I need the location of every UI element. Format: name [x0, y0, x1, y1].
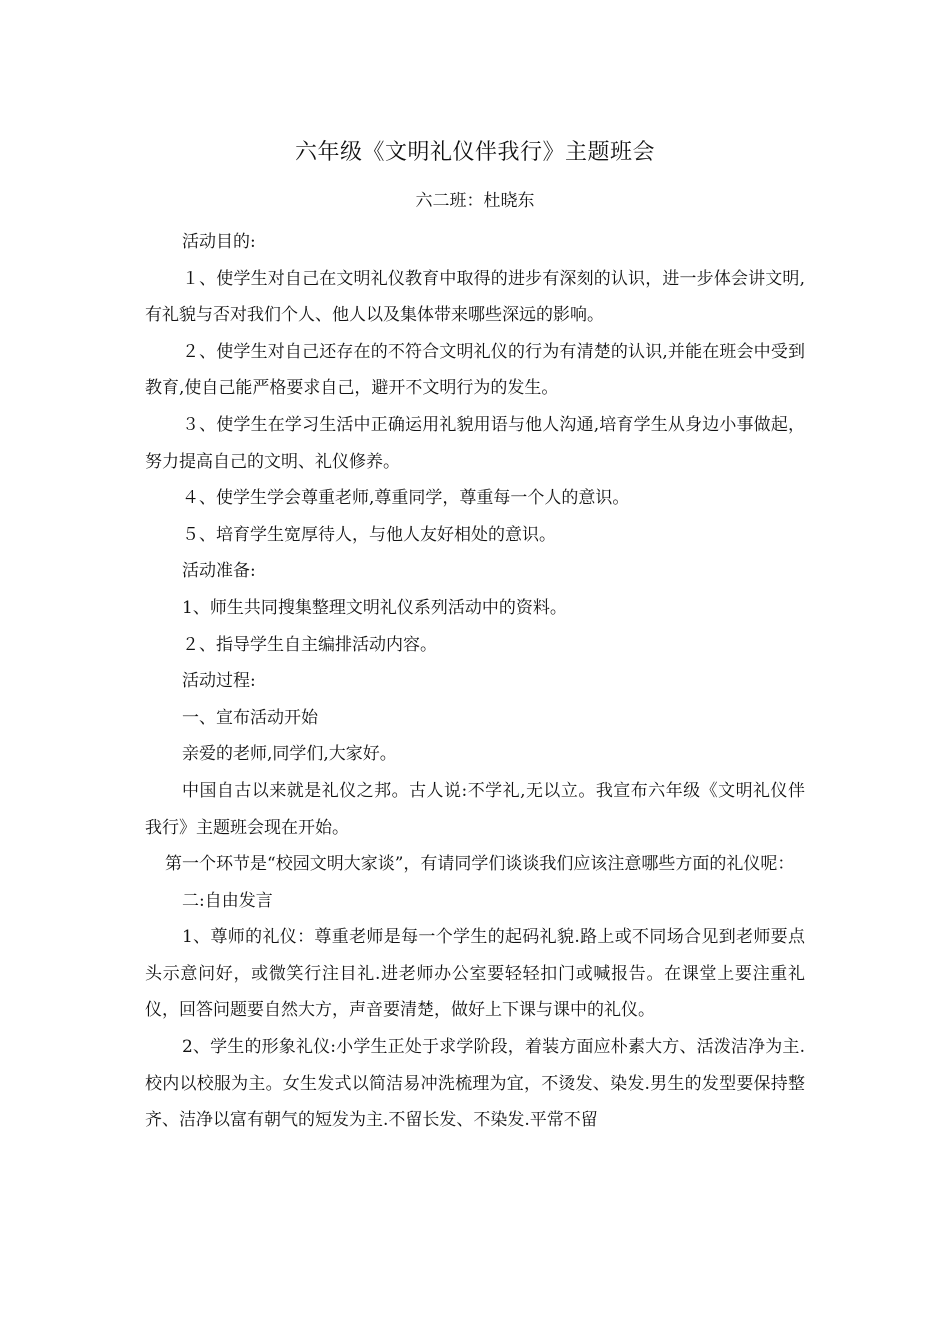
- paragraph: 一、宣布活动开始: [182, 707, 318, 728]
- section-heading-process: 活动过程:: [182, 671, 256, 692]
- paragraph: ４、使学生学会尊重老师,尊重同学，尊重每一个人的意识。: [182, 488, 630, 509]
- paragraph: 亲爱的老师,同学们,大家好。: [182, 744, 397, 765]
- paragraph: ３、使学生在学习生活中正确运用礼貌用语与他人沟通,培育学生从身边小事做起，努力提高自己的文明、礼仪修养。: [145, 414, 805, 472]
- section-heading-purpose: 活动目的:: [182, 232, 256, 252]
- paragraph: ５、培育学生宽厚待人，与他人友好相处的意识。: [182, 524, 556, 545]
- paragraph: 第一个环节是“校园文明大家谈”，有请同学们谈谈我们应该注意哪些方面的礼仪呢：: [165, 854, 795, 875]
- paragraph: １、使学生对自己在文明礼仪教育中取得的进步有深刻的认识，进一步体会讲文明,有礼貌与否对我们个人、他人以及集体带来哪些深远的影响。: [145, 268, 805, 326]
- paragraph: 中国自古以来就是礼仪之邦。古人说:不学礼,无以立。我宣布六年级《文明礼仪伴我行》主题班会现在开始。: [145, 780, 805, 838]
- section-heading-preparation: 活动准备:: [182, 561, 256, 582]
- document-body: [145, 224, 805, 1139]
- paragraph: 1、尊师的礼仪：尊重老师是每一个学生的起码礼貌.路上或不同场合见到老师要点头示意问好，或微笑行注目礼.进老师办公室要轻轻扣门或喊报告。在课堂上要注重礼仪，回答问题要自然大方，声音要清楚，做好上下课与课中的礼仪。: [145, 927, 805, 1021]
- paragraph: 2、学生的形象礼仪:小学生正处于求学阶段，着装方面应朴素大方、活泼洁净为主.校内以校服为主。女生发式以简洁易冲洗梳理为宜，不烫发、染发.男生的发型要保持整齐、洁净以富有朝气的短发为主.不留长发、不染发.平常不留: [145, 1037, 805, 1131]
- paragraph: ２、使学生对自己还存在的不符合文明礼仪的行为有清楚的认识,并能在班会中受到教育,使自己能严格要求自己，避开不文明行为的发生。: [145, 341, 805, 399]
- paragraph: 1、师生共同搜集整理文明礼仪系列活动中的资料。: [182, 597, 567, 618]
- document-title: 六年级《文明礼仪伴我行》主题班会: [294, 140, 655, 165]
- document-author: 六二班：杜晓东: [415, 191, 535, 211]
- paragraph: ２、指导学生自主编排活动内容。: [182, 634, 437, 655]
- section-heading-free-speech: 二:自由发言: [182, 890, 273, 911]
